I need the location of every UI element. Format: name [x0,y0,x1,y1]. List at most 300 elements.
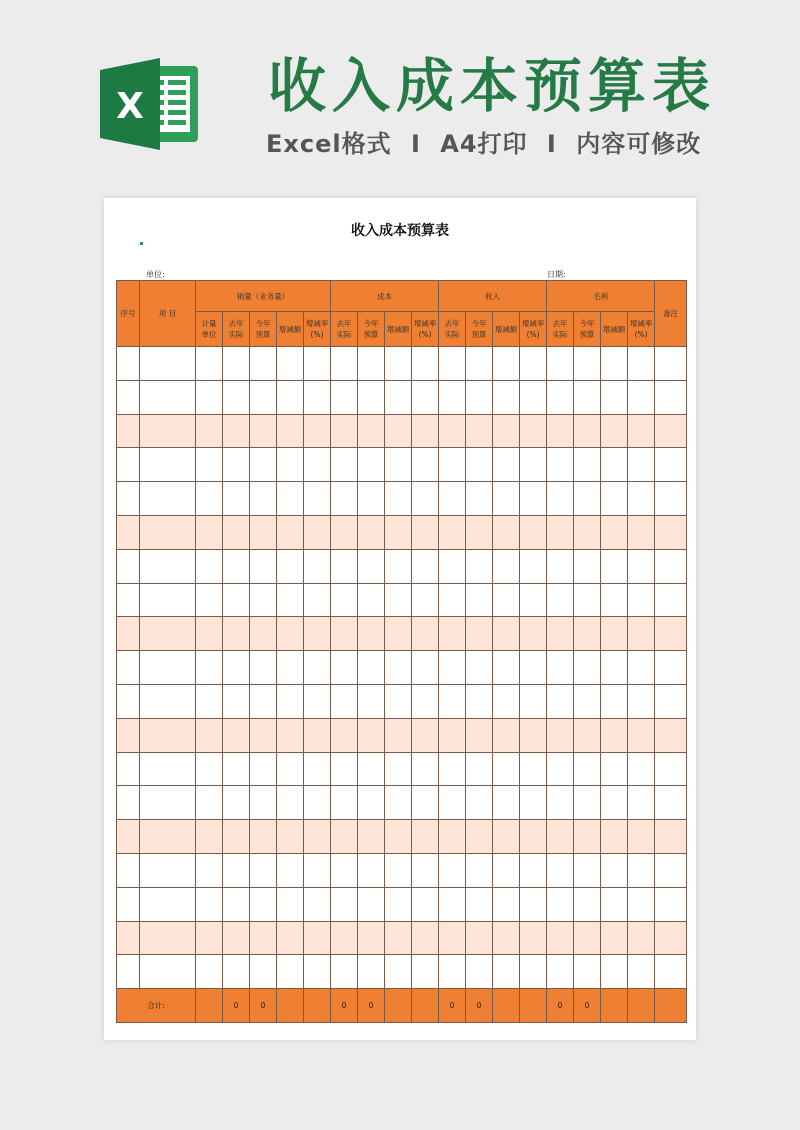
table-cell[interactable] [250,786,277,820]
table-cell[interactable] [358,617,385,651]
table-cell[interactable] [117,617,140,651]
table-cell[interactable] [412,617,439,651]
table-cell[interactable] [601,617,628,651]
table-cell[interactable] [574,583,601,617]
table-cell[interactable] [412,583,439,617]
table-cell[interactable] [196,549,223,583]
table-cell[interactable] [628,515,655,549]
table-cell[interactable] [331,921,358,955]
table-cell[interactable] [520,887,547,921]
table-cell[interactable] [331,786,358,820]
table-cell[interactable] [250,617,277,651]
table-cell[interactable] [250,651,277,685]
table-cell[interactable] [439,921,466,955]
table-cell[interactable] [493,853,520,887]
table-cell[interactable] [304,515,331,549]
table-cell[interactable] [493,414,520,448]
table-cell[interactable] [412,347,439,381]
table-cell[interactable] [466,718,493,752]
table-cell[interactable] [117,583,140,617]
table-cell[interactable] [628,820,655,854]
table-cell[interactable] [412,921,439,955]
table-cell[interactable] [439,718,466,752]
table-cell[interactable] [196,820,223,854]
table-cell[interactable] [117,549,140,583]
table-cell[interactable] [304,853,331,887]
table-cell[interactable] [223,853,250,887]
table-cell[interactable] [574,887,601,921]
table-cell[interactable] [196,583,223,617]
table-cell[interactable] [358,482,385,516]
table-cell[interactable] [466,684,493,718]
table-cell[interactable] [628,414,655,448]
table-cell[interactable] [277,921,304,955]
table-cell[interactable] [385,820,412,854]
table-cell[interactable] [331,414,358,448]
table-cell[interactable] [117,921,140,955]
table-cell[interactable] [466,921,493,955]
table-cell[interactable] [574,718,601,752]
table-cell[interactable] [601,347,628,381]
table-cell[interactable] [547,347,574,381]
table-cell[interactable] [439,414,466,448]
table-cell[interactable] [304,752,331,786]
table-cell[interactable] [439,482,466,516]
table-cell[interactable] [493,752,520,786]
table-cell[interactable] [574,853,601,887]
table-cell[interactable] [331,684,358,718]
table-cell[interactable] [439,448,466,482]
table-cell[interactable] [250,515,277,549]
table-cell[interactable] [385,482,412,516]
table-cell[interactable] [601,820,628,854]
table-cell[interactable] [547,414,574,448]
table-cell[interactable] [493,380,520,414]
table-cell[interactable] [117,347,140,381]
table-cell[interactable] [520,347,547,381]
table-cell[interactable] [223,752,250,786]
table-cell[interactable] [196,414,223,448]
table-cell[interactable] [655,651,687,685]
table-cell[interactable] [140,786,196,820]
table-cell[interactable] [223,684,250,718]
table-cell[interactable] [223,718,250,752]
table-cell[interactable] [196,448,223,482]
table-cell[interactable] [250,853,277,887]
table-cell[interactable] [574,955,601,989]
table-cell[interactable] [358,752,385,786]
table-cell[interactable] [466,515,493,549]
table-cell[interactable] [140,583,196,617]
table-cell[interactable] [601,549,628,583]
table-cell[interactable] [358,684,385,718]
table-cell[interactable] [331,617,358,651]
table-cell[interactable] [547,887,574,921]
table-cell[interactable] [520,651,547,685]
table-cell[interactable] [547,684,574,718]
table-cell[interactable] [547,853,574,887]
table-cell[interactable] [250,482,277,516]
table-cell[interactable] [412,482,439,516]
table-cell[interactable] [223,380,250,414]
table-cell[interactable] [196,617,223,651]
table-cell[interactable] [358,718,385,752]
table-cell[interactable] [628,448,655,482]
table-cell[interactable] [439,617,466,651]
table-cell[interactable] [385,684,412,718]
table-cell[interactable] [574,820,601,854]
table-cell[interactable] [412,414,439,448]
table-cell[interactable] [140,718,196,752]
table-cell[interactable] [655,482,687,516]
table-cell[interactable] [250,414,277,448]
table-cell[interactable] [331,853,358,887]
table-cell[interactable] [628,853,655,887]
table-cell[interactable] [574,380,601,414]
table-cell[interactable] [117,718,140,752]
table-cell[interactable] [358,347,385,381]
table-cell[interactable] [466,549,493,583]
table-cell[interactable] [277,583,304,617]
table-cell[interactable] [223,786,250,820]
table-cell[interactable] [358,651,385,685]
table-cell[interactable] [655,515,687,549]
table-cell[interactable] [358,380,385,414]
table-cell[interactable] [466,820,493,854]
table-cell[interactable] [385,921,412,955]
table-cell[interactable] [466,853,493,887]
table-cell[interactable] [250,718,277,752]
table-cell[interactable] [520,684,547,718]
table-cell[interactable] [601,515,628,549]
table-cell[interactable] [358,583,385,617]
table-cell[interactable] [117,853,140,887]
table-cell[interactable] [196,786,223,820]
table-cell[interactable] [547,482,574,516]
table-cell[interactable] [385,853,412,887]
table-cell[interactable] [574,515,601,549]
table-cell[interactable] [493,684,520,718]
table-cell[interactable] [439,853,466,887]
table-cell[interactable] [385,786,412,820]
table-cell[interactable] [277,786,304,820]
table-cell[interactable] [574,549,601,583]
table-cell[interactable] [520,549,547,583]
table-cell[interactable] [385,617,412,651]
table-cell[interactable] [601,752,628,786]
table-cell[interactable] [277,651,304,685]
table-cell[interactable] [331,820,358,854]
table-cell[interactable] [439,651,466,685]
table-cell[interactable] [655,820,687,854]
table-cell[interactable] [520,853,547,887]
table-cell[interactable] [601,887,628,921]
table-cell[interactable] [304,651,331,685]
table-cell[interactable] [196,482,223,516]
table-cell[interactable] [628,955,655,989]
table-cell[interactable] [331,887,358,921]
table-cell[interactable] [547,786,574,820]
table-cell[interactable] [493,887,520,921]
table-cell[interactable] [655,786,687,820]
table-cell[interactable] [628,549,655,583]
table-cell[interactable] [277,887,304,921]
table-cell[interactable] [140,887,196,921]
table-cell[interactable] [358,921,385,955]
table-cell[interactable] [412,380,439,414]
table-cell[interactable] [117,820,140,854]
table-cell[interactable] [250,684,277,718]
table-cell[interactable] [439,752,466,786]
table-cell[interactable] [412,684,439,718]
table-cell[interactable] [250,820,277,854]
table-cell[interactable] [117,414,140,448]
table-cell[interactable] [196,380,223,414]
table-cell[interactable] [304,380,331,414]
table-cell[interactable] [628,684,655,718]
table-cell[interactable] [140,752,196,786]
table-cell[interactable] [140,414,196,448]
table-cell[interactable] [140,549,196,583]
table-cell[interactable] [196,651,223,685]
table-cell[interactable] [385,448,412,482]
table-cell[interactable] [466,448,493,482]
table-cell[interactable] [223,820,250,854]
table-cell[interactable] [358,414,385,448]
table-cell[interactable] [520,921,547,955]
table-cell[interactable] [628,482,655,516]
table-cell[interactable] [466,482,493,516]
table-cell[interactable] [304,617,331,651]
table-cell[interactable] [520,515,547,549]
table-cell[interactable] [547,752,574,786]
table-cell[interactable] [250,921,277,955]
table-cell[interactable] [196,684,223,718]
table-cell[interactable] [520,752,547,786]
table-cell[interactable] [277,448,304,482]
table-cell[interactable] [250,380,277,414]
table-cell[interactable] [547,617,574,651]
table-cell[interactable] [628,347,655,381]
table-cell[interactable] [466,955,493,989]
table-cell[interactable] [304,921,331,955]
table-cell[interactable] [547,448,574,482]
table-cell[interactable] [547,955,574,989]
table-cell[interactable] [277,820,304,854]
table-cell[interactable] [385,583,412,617]
table-cell[interactable] [358,515,385,549]
table-cell[interactable] [439,887,466,921]
table-cell[interactable] [196,515,223,549]
table-cell[interactable] [277,347,304,381]
table-cell[interactable] [493,617,520,651]
table-cell[interactable] [655,921,687,955]
table-cell[interactable] [223,448,250,482]
table-cell[interactable] [601,414,628,448]
table-cell[interactable] [385,752,412,786]
table-cell[interactable] [250,583,277,617]
table-cell[interactable] [140,617,196,651]
table-cell[interactable] [493,820,520,854]
table-cell[interactable] [358,820,385,854]
table-cell[interactable] [439,955,466,989]
table-cell[interactable] [331,380,358,414]
table-cell[interactable] [223,549,250,583]
table-cell[interactable] [439,515,466,549]
table-cell[interactable] [574,482,601,516]
table-cell[interactable] [574,786,601,820]
table-cell[interactable] [196,718,223,752]
table-cell[interactable] [304,549,331,583]
table-cell[interactable] [223,347,250,381]
table-cell[interactable] [117,651,140,685]
table-cell[interactable] [385,380,412,414]
table-cell[interactable] [655,617,687,651]
table-cell[interactable] [601,482,628,516]
table-cell[interactable] [655,718,687,752]
table-cell[interactable] [331,347,358,381]
table-cell[interactable] [520,786,547,820]
table-cell[interactable] [412,955,439,989]
table-cell[interactable] [250,887,277,921]
table-cell[interactable] [601,853,628,887]
table-cell[interactable] [304,482,331,516]
table-cell[interactable] [358,853,385,887]
table-cell[interactable] [140,684,196,718]
table-cell[interactable] [304,414,331,448]
table-cell[interactable] [412,820,439,854]
table-cell[interactable] [250,347,277,381]
table-cell[interactable] [493,651,520,685]
table-cell[interactable] [520,583,547,617]
table-cell[interactable] [277,414,304,448]
table-cell[interactable] [277,955,304,989]
table-cell[interactable] [223,515,250,549]
table-cell[interactable] [223,617,250,651]
table-cell[interactable] [140,482,196,516]
table-cell[interactable] [140,853,196,887]
table-cell[interactable] [140,347,196,381]
table-cell[interactable] [412,887,439,921]
table-cell[interactable] [304,684,331,718]
table-cell[interactable] [466,583,493,617]
table-cell[interactable] [628,752,655,786]
table-cell[interactable] [655,448,687,482]
table-cell[interactable] [331,448,358,482]
table-cell[interactable] [466,617,493,651]
table-cell[interactable] [196,921,223,955]
table-cell[interactable] [493,955,520,989]
table-cell[interactable] [412,651,439,685]
table-cell[interactable] [628,380,655,414]
table-cell[interactable] [466,752,493,786]
table-cell[interactable] [493,786,520,820]
table-cell[interactable] [117,482,140,516]
table-cell[interactable] [277,718,304,752]
table-cell[interactable] [493,549,520,583]
table-cell[interactable] [117,448,140,482]
table-cell[interactable] [412,752,439,786]
table-cell[interactable] [520,380,547,414]
table-cell[interactable] [655,414,687,448]
table-cell[interactable] [628,786,655,820]
table-cell[interactable] [520,414,547,448]
table-cell[interactable] [547,651,574,685]
table-cell[interactable] [140,380,196,414]
table-cell[interactable] [439,347,466,381]
table-cell[interactable] [250,549,277,583]
table-cell[interactable] [412,549,439,583]
table-cell[interactable] [223,921,250,955]
table-cell[interactable] [655,549,687,583]
table-cell[interactable] [412,448,439,482]
table-cell[interactable] [493,448,520,482]
table-cell[interactable] [628,718,655,752]
table-cell[interactable] [223,955,250,989]
table-cell[interactable] [140,515,196,549]
table-cell[interactable] [358,786,385,820]
table-cell[interactable] [520,617,547,651]
table-cell[interactable] [140,448,196,482]
table-cell[interactable] [412,786,439,820]
table-cell[interactable] [196,955,223,989]
table-cell[interactable] [547,921,574,955]
table-cell[interactable] [574,347,601,381]
table-cell[interactable] [628,921,655,955]
table-cell[interactable] [547,820,574,854]
table-cell[interactable] [466,786,493,820]
table-cell[interactable] [304,820,331,854]
table-cell[interactable] [493,583,520,617]
table-cell[interactable] [574,617,601,651]
table-cell[interactable] [331,651,358,685]
table-cell[interactable] [547,718,574,752]
table-cell[interactable] [277,752,304,786]
table-cell[interactable] [140,955,196,989]
table-cell[interactable] [140,820,196,854]
table-cell[interactable] [277,853,304,887]
table-cell[interactable] [385,651,412,685]
table-cell[interactable] [277,684,304,718]
table-cell[interactable] [655,752,687,786]
table-cell[interactable] [117,887,140,921]
table-cell[interactable] [385,549,412,583]
table-cell[interactable] [250,955,277,989]
table-cell[interactable] [385,347,412,381]
table-cell[interactable] [196,752,223,786]
table-cell[interactable] [574,448,601,482]
table-cell[interactable] [223,482,250,516]
table-cell[interactable] [117,684,140,718]
table-cell[interactable] [304,583,331,617]
table-cell[interactable] [601,448,628,482]
table-cell[interactable] [574,752,601,786]
table-cell[interactable] [385,887,412,921]
table-cell[interactable] [466,651,493,685]
table-cell[interactable] [385,414,412,448]
table-cell[interactable] [277,617,304,651]
table-cell[interactable] [439,380,466,414]
table-cell[interactable] [331,718,358,752]
table-cell[interactable] [304,786,331,820]
table-cell[interactable] [331,955,358,989]
table-cell[interactable] [117,515,140,549]
table-cell[interactable] [493,482,520,516]
table-cell[interactable] [196,853,223,887]
table-cell[interactable] [277,549,304,583]
table-cell[interactable] [196,887,223,921]
table-cell[interactable] [601,583,628,617]
